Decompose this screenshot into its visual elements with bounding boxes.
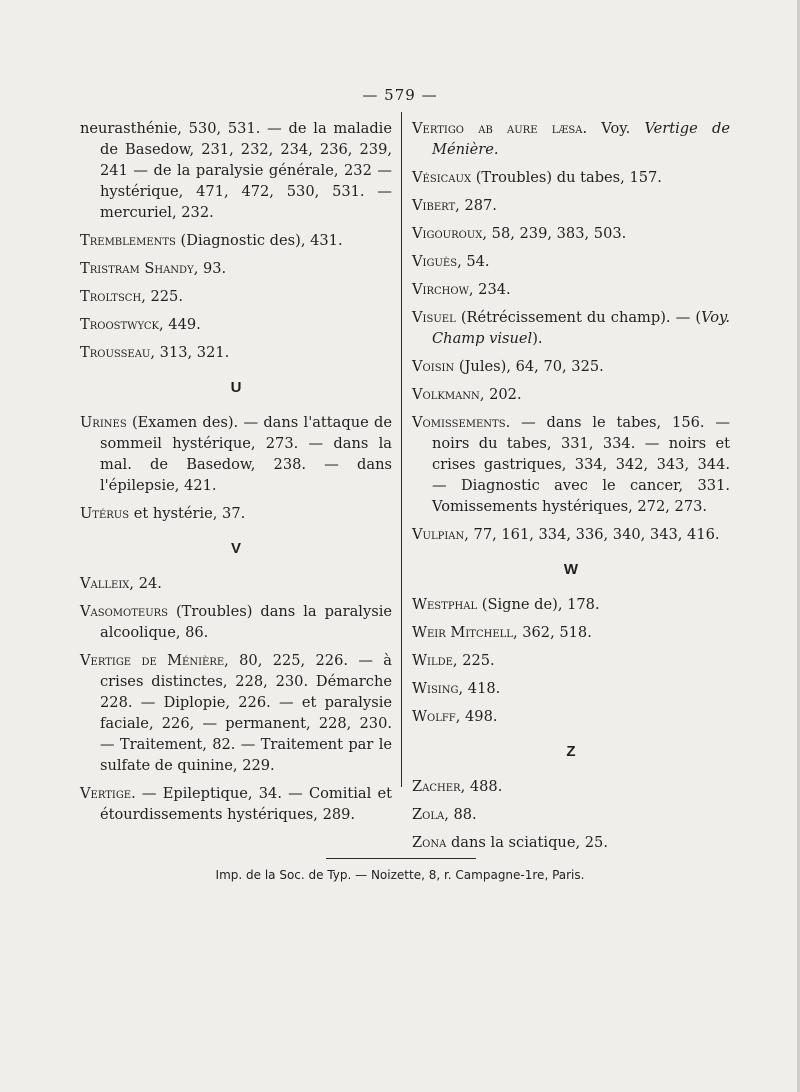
index-entry: Vésicaux (Troubles) du tabes, 157.	[412, 169, 662, 186]
section-letter-v: V	[230, 540, 241, 557]
index-entry: neurasthénie, 530, 531. — de la maladie de Basedow, 231, 232, 234, 236, 239, 241 — de la paralysie générale, 232 — hystérique, 471, 472, 530, 531. — mercuriel, 232.	[80, 120, 392, 221]
section-letter-w: W	[563, 561, 579, 578]
index-entry: Vertigo ab aure læsa. Voy. Vertige de Ménière.	[412, 120, 730, 158]
index-entry: Troostwyck, 449.	[80, 316, 201, 333]
index-entry: Tristram Shandy, 93.	[80, 260, 227, 277]
index-entry: Vibert, 287.	[412, 197, 497, 214]
index-entry: Virchow, 234.	[412, 281, 511, 298]
index-entry: Zona dans la sciatique, 25.	[412, 834, 608, 851]
index-entry: Vigouroux, 58, 239, 383, 503.	[412, 225, 627, 242]
section-letter-u: U	[230, 379, 242, 396]
index-entry: Trousseau, 313, 321.	[80, 344, 230, 361]
index-entry: Wolff, 498.	[412, 708, 498, 725]
index-column-right	[412, 118, 730, 860]
index-entry: Zacher, 488.	[412, 778, 503, 795]
printer-imprint: Imp. de la Soc. de Typ. — Noizette, 8, r. Campagne-1re, Paris.	[215, 868, 585, 882]
index-entry: Viguès, 54.	[412, 253, 490, 270]
column-divider	[401, 112, 402, 787]
page-number: — 579 —	[362, 86, 438, 104]
index-entry: Westphal (Signe de), 178.	[412, 596, 600, 613]
index-entry: Vomissements. — dans le tabes, 156. — noirs du tabes, 331, 334. — noirs et crises gastriques, 334, 342, 343, 344. — Diagnostic avec le cancer, 331. Vomissements hystériques, 272, 273.	[412, 414, 730, 515]
index-entry: Zola, 88.	[412, 806, 477, 823]
index-column-left	[80, 118, 392, 832]
index-entry: Vasomoteurs (Troubles) dans la paralysie alcoolique, 86.	[80, 603, 392, 641]
index-entry: Urines (Examen des). — dans l'attaque de sommeil hystérique, 273. — dans la mal. de Basedow, 238. — dans l'épilepsie, 421.	[80, 414, 392, 494]
index-entry: Voisin (Jules), 64, 70, 325.	[412, 358, 604, 375]
footer-rule	[326, 858, 476, 859]
index-entry: Tremblements (Diagnostic des), 431.	[80, 232, 343, 249]
index-entry: Wising, 418.	[412, 680, 501, 697]
index-entry: Vertige de Ménière, 80, 225, 226. — à crises distinctes, 228, 230. Démarche 228. — Diplopie, 226. — et paralysie faciale, 226, — permanent, 228, 230. — Traitement, 82. — Traitement par le sulfate de quinine, 229.	[80, 652, 392, 774]
index-entry: Wilde, 225.	[412, 652, 495, 669]
index-entry: Utérus et hystérie, 37.	[80, 505, 246, 522]
index-entry: Weir Mitchell, 362, 518.	[412, 624, 592, 641]
index-entry: Valleix, 24.	[80, 575, 162, 592]
index-entry: Visuel (Rétrécissement du champ). — (Voy. Champ visuel).	[412, 309, 730, 347]
index-entry: Volkmann, 202.	[412, 386, 522, 403]
index-entry: Vertige. — Epileptique, 34. — Comitial et étourdissements hystériques, 289.	[80, 785, 392, 823]
index-entry: Vulpian, 77, 161, 334, 336, 340, 343, 416.	[412, 526, 720, 543]
index-entry: Troltsch, 225.	[80, 288, 183, 305]
section-letter-z: Z	[566, 743, 576, 760]
